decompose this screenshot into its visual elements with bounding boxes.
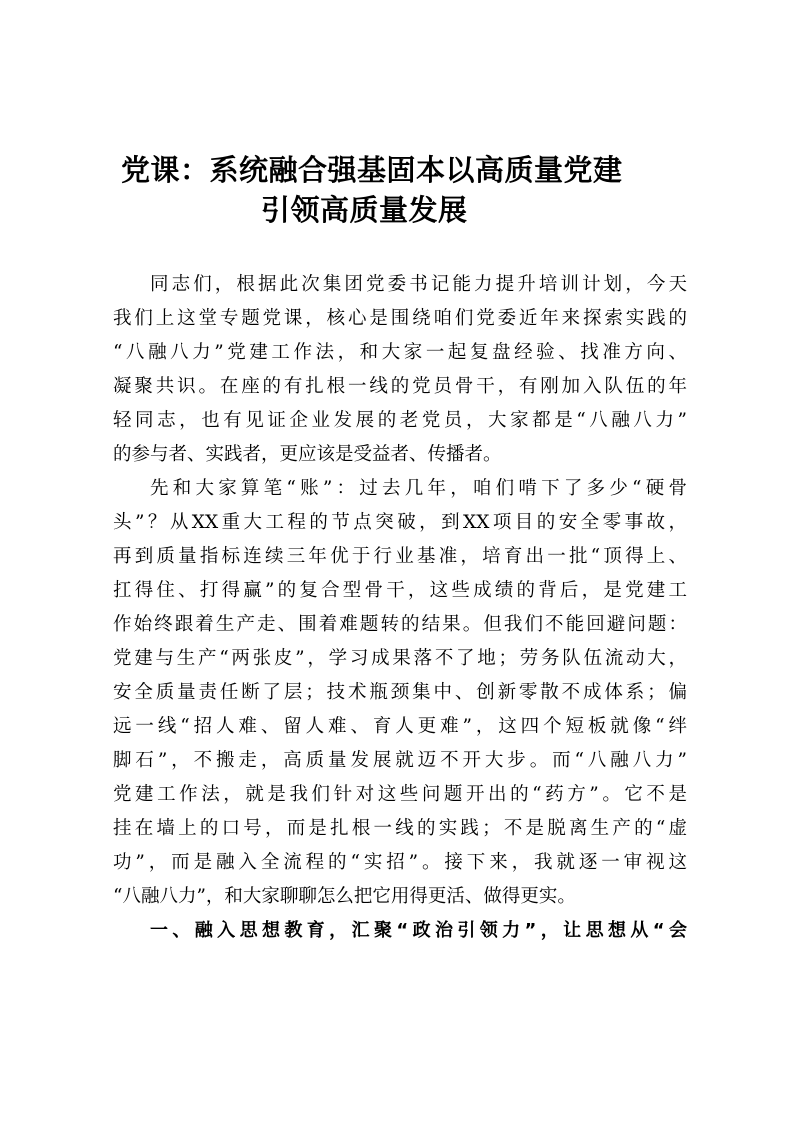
paragraph-1-line-2: 我们上这堂专题党课，核心是围绕咱们党委近年来探索实践的 [113, 308, 687, 329]
paragraph-1-line-5: 轻同志，也有见证企业发展的老党员，大家都是“八融八力” [113, 410, 687, 431]
paragraph-2-line-8: 远一线“招人难、留人难、育人更难”，这四个短板就像“绊 [113, 716, 687, 737]
paragraph-1-line-4: 凝聚共识。在座的有扎根一线的党员骨干，有刚加入队伍的年 [113, 376, 687, 397]
paragraph-2-line-11: 挂在墙上的口号，而是扎根一线的实践；不是脱离生产的“虚 [113, 818, 687, 839]
paragraph-1-line-3: “八融八力”党建工作法，和大家一起复盘经验、找准方向、 [113, 342, 687, 363]
document-title-line-2: 引领高质量发展 [261, 193, 468, 227]
document-title-line-1: 党课：系统融合强基固本以高质量党建 [121, 153, 623, 187]
paragraph-2-line-2: 头”？从XX重大工程的节点突破，到XX项目的安全零事故， [113, 512, 687, 533]
section-heading-1: 一、融入思想教育，汇聚“政治引领力”，让思想从“会 [150, 920, 687, 941]
paragraph-2-line-9: 脚石”，不搬走，高质量发展就迈不开大步。而“八融八力” [113, 750, 687, 771]
paragraph-2-line-7: 安全质量责任断了层；技术瓶颈集中、创新零散不成体系；偏 [113, 682, 687, 703]
paragraph-1-line-1: 同志们，根据此次集团党委书记能力提升培训计划，今天 [150, 274, 687, 295]
paragraph-2-line-1: 先和大家算笔“账”：过去几年，咱们啃下了多少“硬骨 [150, 478, 687, 499]
paragraph-2-line-5: 作始终跟着生产走、围着难题转的结果。但我们不能回避问题： [113, 614, 687, 635]
paragraph-2-line-10: 党建工作法，就是我们针对这些问题开出的“药方”。它不是 [113, 784, 687, 805]
paragraph-2-line-12: 功”，而是融入全流程的“实招”。接下来，我就逐一审视这 [113, 852, 687, 873]
paragraph-2-line-4: 扛得住、打得赢”的复合型骨干，这些成绩的背后，是党建工 [113, 580, 687, 601]
document-body [113, 268, 687, 948]
paragraph-2-line-6: 党建与生产“两张皮”，学习成果落不了地；劳务队伍流动大， [113, 648, 687, 669]
paragraph-2-line-13: “八融八力”，和大家聊聊怎么把它用得更活、做得更实。 [113, 886, 576, 907]
paragraph-2-line-3: 再到质量指标连续三年优于行业基准，培育出一批“顶得上、 [113, 546, 687, 567]
paragraph-1-line-6: 的参与者、实践者，更应该是受益者、传播者。 [113, 444, 502, 465]
